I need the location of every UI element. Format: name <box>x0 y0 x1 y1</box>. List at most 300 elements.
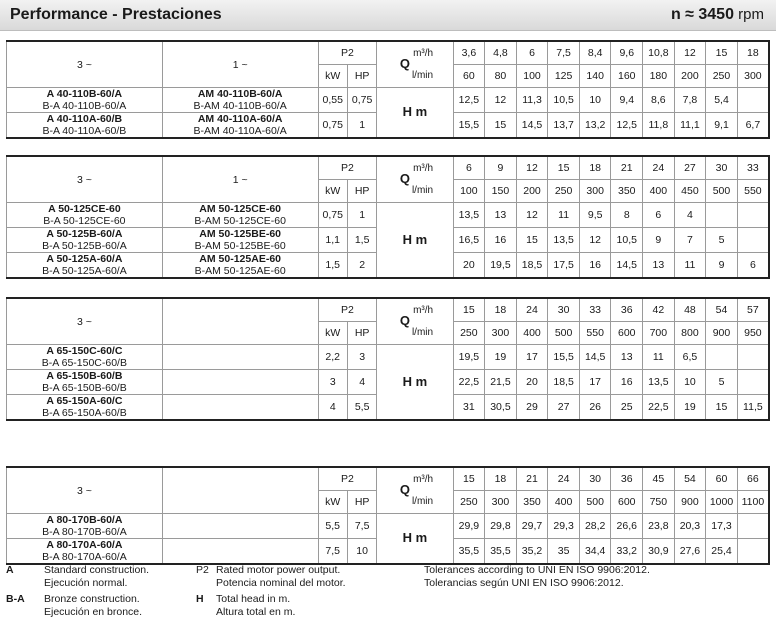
three-phase-model <box>7 113 163 139</box>
model-bronze: B-AM 40-110B-60/A <box>193 100 287 112</box>
model-bronze: B-A 80-170B-60/A <box>42 526 127 538</box>
flow-m3h-value: 48 <box>674 298 706 322</box>
model-standard: A 65-150A-60/C <box>46 395 123 407</box>
head-value: 13,2 <box>579 113 611 139</box>
head-value: 6,5 <box>674 345 706 370</box>
head-value: 30,9 <box>643 539 675 565</box>
flow-lmin-value: 160 <box>611 65 643 88</box>
head-value: 16 <box>485 228 517 253</box>
head-value: 20,3 <box>674 514 706 539</box>
three-phase-model <box>7 88 163 113</box>
performance-table <box>6 297 770 421</box>
head-value: 10 <box>674 370 706 395</box>
head-value: 25 <box>611 395 643 421</box>
model-standard: A 65-150B-60/B <box>46 370 123 382</box>
legend-p2-en: Rated motor power output. <box>216 564 341 576</box>
flow-lmin-value: 140 <box>579 65 611 88</box>
flow-lmin-value: 400 <box>548 491 580 514</box>
flow-lmin-value: 1000 <box>706 491 738 514</box>
legend-h-es: Altura total en m. <box>216 606 296 618</box>
flow-lmin-value: 180 <box>643 65 675 88</box>
head-label <box>377 514 453 565</box>
flow-m3h-value: 7,5 <box>548 41 580 65</box>
model-bronze: B-A 50-125CE-60 <box>43 215 126 227</box>
flow-q-symbol: Q <box>399 55 410 71</box>
hp-header: HP <box>347 180 376 203</box>
head-value: 17,3 <box>706 514 738 539</box>
flow-lmin-value: 900 <box>706 322 738 345</box>
table-row <box>7 88 770 113</box>
flow-m3h-value: 45 <box>643 467 675 491</box>
power-hp: 3 <box>347 345 376 370</box>
table-row <box>7 203 770 228</box>
flow-lmin-value: 950 <box>737 322 769 345</box>
flow-q-symbol: Q <box>399 170 410 186</box>
head-value: 29,7 <box>516 514 548 539</box>
head-value: 5,4 <box>706 88 738 113</box>
legend-ba-es: Ejecución en bronce. <box>44 606 143 618</box>
head-value: 19 <box>674 395 706 421</box>
head-label-text: H m <box>402 373 428 389</box>
flow-m3h-value: 24 <box>516 298 548 322</box>
power-hp: 1 <box>347 203 376 228</box>
three-phase-model <box>7 253 163 279</box>
flow-lmin-value: 600 <box>611 322 643 345</box>
flow-lmin-value: 400 <box>516 322 548 345</box>
flow-lmin-value: 1100 <box>737 491 769 514</box>
head-value: 9,5 <box>579 203 611 228</box>
flow-m3h-value: 12 <box>674 41 706 65</box>
head-value: 9 <box>643 228 675 253</box>
flow-lmin-value: 300 <box>485 491 517 514</box>
flow-m3h-value: 18 <box>485 467 517 491</box>
head-value: 5 <box>706 228 738 253</box>
flow-lmin-value: 250 <box>706 65 738 88</box>
legend-tolerance-en: Tolerances according to UNI EN ISO 9906:2012. <box>424 564 650 576</box>
flow-lmin-value: 700 <box>643 322 675 345</box>
flow-m3h-value: 21 <box>611 156 643 180</box>
head-value: 19,5 <box>453 345 485 370</box>
head-value: 17 <box>516 345 548 370</box>
head-value: 15 <box>485 113 517 139</box>
head-value: 16 <box>611 370 643 395</box>
flow-lmin-value: 550 <box>737 180 769 203</box>
single-phase-header: 1 ~ <box>162 156 318 203</box>
table-row <box>7 514 770 539</box>
flow-units <box>412 305 433 339</box>
head-value: 35,5 <box>485 539 517 565</box>
model-standard: A 80-170A-60/A <box>46 539 123 551</box>
head-value: 6 <box>737 253 769 279</box>
performance-table <box>6 40 770 139</box>
head-value: 22,5 <box>453 370 485 395</box>
head-value: 13 <box>643 253 675 279</box>
head-value: 15,5 <box>453 113 485 139</box>
three-phase-header: 3 ~ <box>7 298 163 345</box>
head-value: 33,2 <box>611 539 643 565</box>
model-bronze: B-A 40-110A-60/B <box>42 125 127 137</box>
head-value <box>737 203 769 228</box>
head-value: 18,5 <box>516 253 548 279</box>
flow-unit-m3h: m³/h <box>413 304 434 316</box>
single-phase-model <box>162 370 318 395</box>
header-row-m3h <box>7 156 770 180</box>
flow-lmin-value: 250 <box>453 322 485 345</box>
head-value: 17,5 <box>548 253 580 279</box>
head-value <box>706 345 738 370</box>
head-value: 35 <box>548 539 580 565</box>
head-value: 11,1 <box>674 113 706 139</box>
performance-table <box>6 466 770 565</box>
head-value: 17 <box>579 370 611 395</box>
head-value: 11,3 <box>516 88 548 113</box>
three-phase-model <box>7 228 163 253</box>
head-value <box>737 345 769 370</box>
model-standard: A 50-125CE-60 <box>48 203 121 215</box>
flow-m3h-value: 24 <box>643 156 675 180</box>
flow-m3h-value: 18 <box>579 156 611 180</box>
head-value: 9,4 <box>611 88 643 113</box>
head-value: 20 <box>516 370 548 395</box>
legend-p2-key: P2 <box>196 564 209 576</box>
flow-m3h-value: 54 <box>674 467 706 491</box>
flow-lmin-value: 60 <box>453 65 485 88</box>
single-phase-model <box>162 253 318 279</box>
flow-unit-lmin: l/min <box>411 495 434 507</box>
flow-m3h-value: 30 <box>548 298 580 322</box>
header-row-m3h <box>7 41 770 65</box>
legend-ba-key: B-A <box>6 593 25 605</box>
head-value: 12 <box>579 228 611 253</box>
model-standard: AM 40-110B-60/A <box>197 88 283 100</box>
head-value: 25,4 <box>706 539 738 565</box>
head-value: 8,6 <box>643 88 675 113</box>
head-value: 13 <box>485 203 517 228</box>
flow-lmin-value: 550 <box>579 322 611 345</box>
model-bronze: B-A 40-110B-60/A <box>42 100 127 112</box>
power-kw: 7,5 <box>318 539 347 565</box>
three-phase-header: 3 ~ <box>7 156 163 203</box>
flow-m3h-value: 24 <box>548 467 580 491</box>
page-title: Performance - Prestaciones <box>10 6 222 23</box>
head-value: 13,5 <box>548 228 580 253</box>
power-kw: 3 <box>318 370 347 395</box>
flow-m3h-value: 57 <box>737 298 769 322</box>
flow-m3h-value: 30 <box>579 467 611 491</box>
head-value: 12,5 <box>453 88 485 113</box>
head-value: 11,8 <box>643 113 675 139</box>
single-phase-model <box>162 113 318 139</box>
model-standard: A 50-125A-60/A <box>46 253 123 265</box>
kw-header: kW <box>318 180 347 203</box>
head-value: 27,6 <box>674 539 706 565</box>
head-value: 12 <box>485 88 517 113</box>
model-standard: A 65-150C-60/C <box>46 345 123 357</box>
head-value: 22,5 <box>643 395 675 421</box>
head-value: 10,5 <box>611 228 643 253</box>
head-value: 13,5 <box>643 370 675 395</box>
flow-m3h-value: 66 <box>737 467 769 491</box>
flow-lmin-value: 80 <box>485 65 517 88</box>
power-hp: 4 <box>347 370 376 395</box>
flow-units <box>412 48 433 82</box>
head-value: 21,5 <box>485 370 517 395</box>
legend-a-en: Standard construction. <box>44 564 150 576</box>
head-value: 6,7 <box>737 113 769 139</box>
head-label-text: H m <box>402 231 428 247</box>
flow-lmin-value: 300 <box>485 322 517 345</box>
legend-h-en: Total head in m. <box>216 593 291 605</box>
power-kw: 4 <box>318 395 347 421</box>
flow-m3h-value: 6 <box>453 156 485 180</box>
model-bronze: B-A 80-170A-60/A <box>42 551 127 563</box>
flow-unit-lmin: l/min <box>411 184 434 196</box>
head-value: 11 <box>643 345 675 370</box>
model-standard: AM 40-110A-60/A <box>197 113 283 125</box>
flow-m3h-value: 60 <box>706 467 738 491</box>
head-value: 23,8 <box>643 514 675 539</box>
flow-m3h-value: 54 <box>706 298 738 322</box>
head-label <box>377 88 453 139</box>
model-bronze: B-A 65-150A-60/B <box>42 407 127 419</box>
model-standard: AM 50-125CE-60 <box>199 203 281 215</box>
flow-m3h-value: 33 <box>737 156 769 180</box>
single-phase-header <box>162 298 318 345</box>
flow-lmin-value: 300 <box>579 180 611 203</box>
model-standard: A 40-110B-60/A <box>46 88 123 100</box>
single-phase-model <box>162 228 318 253</box>
flow-lmin-value: 350 <box>516 491 548 514</box>
flow-lmin-value: 600 <box>611 491 643 514</box>
flow-m3h-value: 12 <box>516 156 548 180</box>
head-value: 13,5 <box>453 203 485 228</box>
head-value: 14,5 <box>611 253 643 279</box>
flow-header <box>377 467 453 514</box>
head-value: 13,7 <box>548 113 580 139</box>
power-kw: 5,5 <box>318 514 347 539</box>
single-phase-model <box>162 514 318 539</box>
flow-m3h-value: 9,6 <box>611 41 643 65</box>
single-phase-model <box>162 395 318 421</box>
head-value: 11 <box>548 203 580 228</box>
flow-m3h-value: 8,4 <box>579 41 611 65</box>
flow-lmin-value: 500 <box>706 180 738 203</box>
head-value: 14,5 <box>579 345 611 370</box>
flow-m3h-value: 15 <box>453 467 485 491</box>
flow-m3h-value: 36 <box>611 298 643 322</box>
three-phase-model <box>7 539 163 565</box>
kw-header: kW <box>318 491 347 514</box>
head-label-text: H m <box>402 530 428 545</box>
flow-q-symbol: Q <box>399 312 410 328</box>
model-standard: AM 50-125BE-60 <box>199 228 281 240</box>
flow-unit-m3h: m³/h <box>413 162 434 174</box>
header-row-m3h <box>7 467 770 491</box>
head-value: 19,5 <box>485 253 517 279</box>
head-value: 35,2 <box>516 539 548 565</box>
head-value <box>737 514 769 539</box>
power-hp: 0,75 <box>347 88 376 113</box>
head-value: 16,5 <box>453 228 485 253</box>
hp-header: HP <box>347 65 376 88</box>
model-standard: AM 50-125AE-60 <box>199 253 281 265</box>
single-phase-model <box>162 539 318 565</box>
three-phase-model <box>7 345 163 370</box>
flow-lmin-value: 100 <box>453 180 485 203</box>
flow-lmin-value: 150 <box>485 180 517 203</box>
flow-m3h-value: 3,6 <box>453 41 485 65</box>
head-value: 10,5 <box>548 88 580 113</box>
flow-header <box>377 41 453 88</box>
single-phase-model <box>162 88 318 113</box>
flow-m3h-value: 15 <box>548 156 580 180</box>
legend-tolerance-es: Tolerancias según UNI EN ISO 9906:2012. <box>424 577 624 589</box>
flow-units <box>412 474 433 508</box>
head-value <box>706 203 738 228</box>
kw-header: kW <box>318 322 347 345</box>
head-value: 19 <box>485 345 517 370</box>
page-header <box>0 0 776 31</box>
flow-unit-m3h: m³/h <box>413 47 434 59</box>
model-bronze: B-A 50-125B-60/A <box>42 240 127 252</box>
head-value: 10 <box>579 88 611 113</box>
head-value: 29,3 <box>548 514 580 539</box>
flow-lmin-value: 200 <box>674 65 706 88</box>
head-value: 9 <box>706 253 738 279</box>
head-value: 18,5 <box>548 370 580 395</box>
flow-lmin-value: 350 <box>611 180 643 203</box>
hp-header: HP <box>347 322 376 345</box>
flow-m3h-value: 27 <box>674 156 706 180</box>
flow-q-symbol: Q <box>399 481 410 497</box>
power-kw: 1,1 <box>318 228 347 253</box>
table-row <box>7 345 770 370</box>
header-row-m3h <box>7 298 770 322</box>
model-bronze: B-AM 50-125AE-60 <box>194 265 286 277</box>
single-phase-header <box>162 467 318 514</box>
flow-lmin-value: 900 <box>674 491 706 514</box>
legend-ba-en: Bronze construction. <box>44 593 140 605</box>
p2-header: P2 <box>318 156 377 180</box>
flow-unit-lmin: l/min <box>411 69 434 81</box>
flow-m3h-value: 33 <box>579 298 611 322</box>
three-phase-header: 3 ~ <box>7 41 163 88</box>
power-hp: 2 <box>347 253 376 279</box>
head-value: 14,5 <box>516 113 548 139</box>
flow-m3h-value: 4,8 <box>485 41 517 65</box>
flow-header <box>377 298 453 345</box>
head-value: 4 <box>674 203 706 228</box>
power-kw: 0,75 <box>318 113 347 139</box>
kw-header: kW <box>318 65 347 88</box>
flow-lmin-value: 100 <box>516 65 548 88</box>
three-phase-header: 3 ~ <box>7 467 163 514</box>
flow-lmin-value: 250 <box>453 491 485 514</box>
model-bronze: B-AM 50-125BE-60 <box>194 240 286 252</box>
head-value: 15,5 <box>548 345 580 370</box>
model-bronze: B-A 50-125A-60/A <box>42 265 127 277</box>
head-label <box>377 203 453 279</box>
head-value: 34,4 <box>579 539 611 565</box>
head-value: 7 <box>674 228 706 253</box>
head-value: 28,2 <box>579 514 611 539</box>
three-phase-model <box>7 395 163 421</box>
power-hp: 5,5 <box>347 395 376 421</box>
head-value: 29,8 <box>485 514 517 539</box>
head-value: 30,5 <box>485 395 517 421</box>
flow-lmin-value: 500 <box>548 322 580 345</box>
flow-unit-lmin: l/min <box>411 326 434 338</box>
flow-m3h-value: 30 <box>706 156 738 180</box>
flow-m3h-value: 15 <box>706 41 738 65</box>
flow-header <box>377 156 453 203</box>
power-kw: 0,55 <box>318 88 347 113</box>
three-phase-model <box>7 370 163 395</box>
single-phase-model <box>162 345 318 370</box>
head-value: 26,6 <box>611 514 643 539</box>
flow-m3h-value: 18 <box>737 41 769 65</box>
power-hp: 7,5 <box>347 514 376 539</box>
head-value: 6 <box>643 203 675 228</box>
head-value: 20 <box>453 253 485 279</box>
head-value <box>737 228 769 253</box>
model-standard: A 80-170B-60/A <box>46 514 123 526</box>
speed-value: n ≈ 3450 <box>670 6 734 23</box>
model-bronze: B-A 65-150C-60/B <box>41 357 127 369</box>
legend-h-key: H <box>196 593 204 605</box>
head-value: 7,8 <box>674 88 706 113</box>
flow-lmin-value: 400 <box>643 180 675 203</box>
p2-header: P2 <box>318 467 377 491</box>
head-value: 12 <box>516 203 548 228</box>
power-kw: 2,2 <box>318 345 347 370</box>
flow-lmin-value: 125 <box>548 65 580 88</box>
legend-p2-es: Potencia nominal del motor. <box>216 577 346 589</box>
hp-header: HP <box>347 491 376 514</box>
head-value: 26 <box>579 395 611 421</box>
flow-m3h-value: 18 <box>485 298 517 322</box>
power-hp: 1 <box>347 113 376 139</box>
flow-lmin-value: 200 <box>516 180 548 203</box>
flow-lmin-value: 750 <box>643 491 675 514</box>
power-kw: 1,5 <box>318 253 347 279</box>
single-phase-header: 1 ~ <box>162 41 318 88</box>
legend-a-key: A <box>6 564 14 576</box>
head-label-text: H m <box>402 104 428 119</box>
legend-a-es: Ejecución normal. <box>44 577 128 589</box>
head-value: 8 <box>611 203 643 228</box>
flow-lmin-value: 800 <box>674 322 706 345</box>
p2-header: P2 <box>318 41 377 65</box>
flow-unit-m3h: m³/h <box>413 473 434 485</box>
flow-m3h-value: 10,8 <box>643 41 675 65</box>
head-value: 35,5 <box>453 539 485 565</box>
speed-label <box>671 6 764 24</box>
flow-lmin-value: 250 <box>548 180 580 203</box>
power-hp: 10 <box>347 539 376 565</box>
performance-table <box>6 155 770 279</box>
head-label <box>377 345 453 421</box>
flow-m3h-value: 21 <box>516 467 548 491</box>
head-value: 16 <box>579 253 611 279</box>
head-value <box>737 539 769 565</box>
head-value: 12,5 <box>611 113 643 139</box>
model-bronze: B-AM 40-110A-60/A <box>193 125 287 137</box>
speed-unit: rpm <box>738 6 764 23</box>
head-value: 15 <box>706 395 738 421</box>
model-standard: A 50-125B-60/A <box>46 228 123 240</box>
head-value: 29 <box>516 395 548 421</box>
